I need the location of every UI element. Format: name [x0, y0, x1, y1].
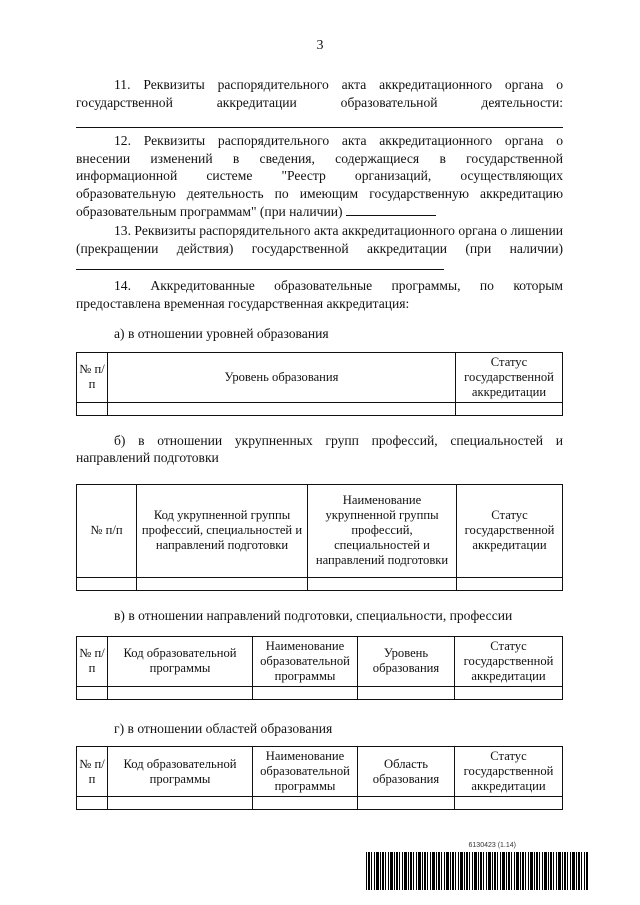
- table-cell: [253, 686, 358, 699]
- table-b-caption: б) в отношении укрупненных групп профессий, специальностей и направлений подготовки: [76, 432, 563, 466]
- table-header-row: [77, 636, 563, 686]
- barcode-block: [366, 842, 588, 892]
- table-cell: [108, 402, 456, 415]
- table-row: [77, 402, 563, 415]
- table-cell: [77, 686, 108, 699]
- col-area: Область образования: [358, 747, 455, 797]
- table-groups: [76, 484, 563, 591]
- item-12-text: 12. Реквизиты распорядительного акта аккредитационного органа о внесении изменений в сведения, содержащиеся в государственной информационной системе "Реестр организаций, осуществляющих образовательную деятельность по имеющим государственную аккредитацию образовательным программам" (при наличии): [76, 133, 563, 219]
- col-program-name: Наименование образовательной программы: [253, 747, 358, 797]
- item-12: [76, 132, 563, 220]
- col-program-name: Наименование образовательной программы: [253, 636, 358, 686]
- table-cell: [358, 686, 455, 699]
- col-status: Статус государственной аккредитации: [455, 636, 563, 686]
- col-status: Статус государственной аккредитации: [457, 484, 563, 577]
- table-cell: [77, 577, 137, 590]
- item-12-blank: [346, 203, 436, 216]
- barcode-icon: [366, 852, 588, 890]
- table-header-row: [77, 747, 563, 797]
- page-number: 3: [316, 38, 324, 53]
- col-level: Уровень образования: [108, 352, 456, 402]
- table-row: [77, 797, 563, 810]
- col-program-code: Код образовательной программы: [108, 747, 253, 797]
- col-number: № п/п: [77, 636, 108, 686]
- table-cell: [253, 797, 358, 810]
- table-c-caption: в) в отношении направлений подготовки, специальности, профессии: [114, 607, 513, 623]
- col-number: № п/п: [77, 352, 108, 402]
- col-group-name: Наименование укрупненной группы профессий, специальностей и направлений подготовки: [308, 484, 457, 577]
- col-number: № п/п: [77, 484, 137, 577]
- item-13-blank: [76, 257, 444, 270]
- table-cell: [455, 686, 563, 699]
- col-program-code: Код образовательной программы: [108, 636, 253, 686]
- col-level: Уровень образования: [358, 636, 455, 686]
- table-header-row: [77, 352, 563, 402]
- table-row: [77, 577, 563, 590]
- item-14: 14. Аккредитованные образовательные программы, по которым предоставлена временная государственная аккредитация:: [76, 277, 563, 311]
- col-status: Статус государственной аккредитации: [455, 747, 563, 797]
- table-d-caption: г) в отношении областей образования: [114, 720, 333, 736]
- table-cell: [455, 797, 563, 810]
- col-group-code: Код укрупненной группы профессий, специальностей и направлений подготовки: [137, 484, 308, 577]
- table-cell: [108, 686, 253, 699]
- table-a-caption: а) в отношении уровней образования: [114, 326, 329, 342]
- table-cell: [108, 797, 253, 810]
- table-cell: [457, 577, 563, 590]
- table-cell: [308, 577, 457, 590]
- barcode-caption: 6130423 (1.14): [468, 842, 516, 849]
- table-cell: [358, 797, 455, 810]
- table-cell: [77, 797, 108, 810]
- table-cell: [137, 577, 308, 590]
- item-11: 11. Реквизиты распорядительного акта аккредитационного органа о государственной аккредитации образовательной деятельности:: [76, 77, 563, 110]
- item-11-blank-line: [76, 113, 563, 128]
- col-number: № п/п: [77, 747, 108, 797]
- col-status: Статус государственной аккредитации: [456, 352, 563, 402]
- document-body: [76, 76, 563, 810]
- item-13-text: 13. Реквизиты распорядительного акта аккредитационного органа о лишении (прекращении действия) государственной аккредитации (при наличии): [76, 223, 563, 256]
- item-13: [76, 222, 563, 275]
- table-header-row: [77, 484, 563, 577]
- table-cell: [77, 402, 108, 415]
- table-row: [77, 686, 563, 699]
- table-cell: [456, 402, 563, 415]
- table-areas: [76, 746, 563, 810]
- table-programs: [76, 636, 563, 700]
- table-levels: [76, 352, 563, 416]
